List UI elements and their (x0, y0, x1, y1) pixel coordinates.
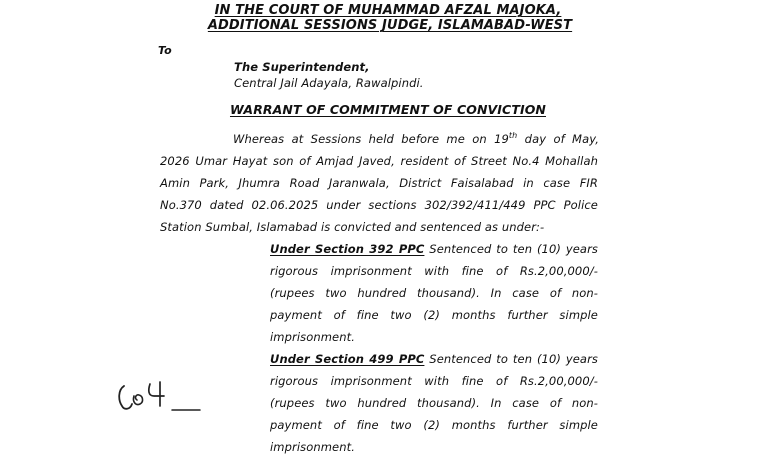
addressee-title: The Superintendent, (234, 60, 370, 74)
sentence-2-first-rest: Sentenced to ten (10) years (424, 352, 598, 366)
court-header-line-1: IN THE COURT OF MUHAMMAD AFZAL MAJOKA, (214, 3, 562, 18)
body-line-1-post: day of May, (517, 132, 599, 146)
sentence-1-line-5: imprisonment. (270, 330, 355, 344)
body-line-5: Station Sumbal, Islamabad is convicted and sentenced as under:- (160, 220, 545, 234)
to-label: To (158, 44, 172, 57)
sentence-1-line-3: (rupees two hundred thousand). In case of non- (270, 286, 598, 300)
body-line-1-pre: Whereas at Sessions held before me on 19 (233, 132, 509, 146)
body-line-4: No.370 dated 02.06.2025 under sections 302/392/411/449 PPC Police (160, 198, 598, 212)
sentence-2-line-1 (270, 352, 598, 366)
sentence-2-line-3: (rupees two hundred thousand). In case of non- (270, 396, 598, 410)
sentence-1-line-1 (270, 242, 598, 256)
body-line-3: Amin Park, Jhumra Road Jaranwala, District Faisalabad in case FIR (160, 176, 598, 190)
addressee-location: Central Jail Adayala, Rawalpindi. (234, 76, 424, 90)
court-header-line-2: ADDITIONAL SESSIONS JUDGE, ISLAMABAD-WEST (207, 18, 573, 33)
ordinal-suffix: th (508, 131, 518, 141)
sentence-1-section: Under Section 392 PPC (270, 242, 425, 256)
sentence-2-section: Under Section 499 PPC (270, 352, 425, 366)
body-line-2: 2026 Umar Hayat son of Amjad Javed, resident of Street No.4 Mohallah (160, 154, 598, 168)
sentence-1-line-2: rigorous imprisonment with fine of Rs.2,00,000/- (270, 264, 598, 278)
handwritten-signature (110, 376, 210, 416)
sentence-2-line-5: imprisonment. (270, 440, 355, 454)
sentence-2-line-2: rigorous imprisonment with fine of Rs.2,00,000/- (270, 374, 598, 388)
sentence-1-first-rest: Sentenced to ten (10) years (424, 242, 598, 256)
sentence-1-line-4: payment of fine two (2) months further simple (270, 308, 598, 322)
body-line-1 (233, 132, 599, 146)
body-line-1-text (233, 132, 599, 146)
warrant-title: WARRANT OF COMMITMENT OF CONVICTION (229, 102, 546, 117)
sentence-2-line-4: payment of fine two (2) months further simple (270, 418, 598, 432)
